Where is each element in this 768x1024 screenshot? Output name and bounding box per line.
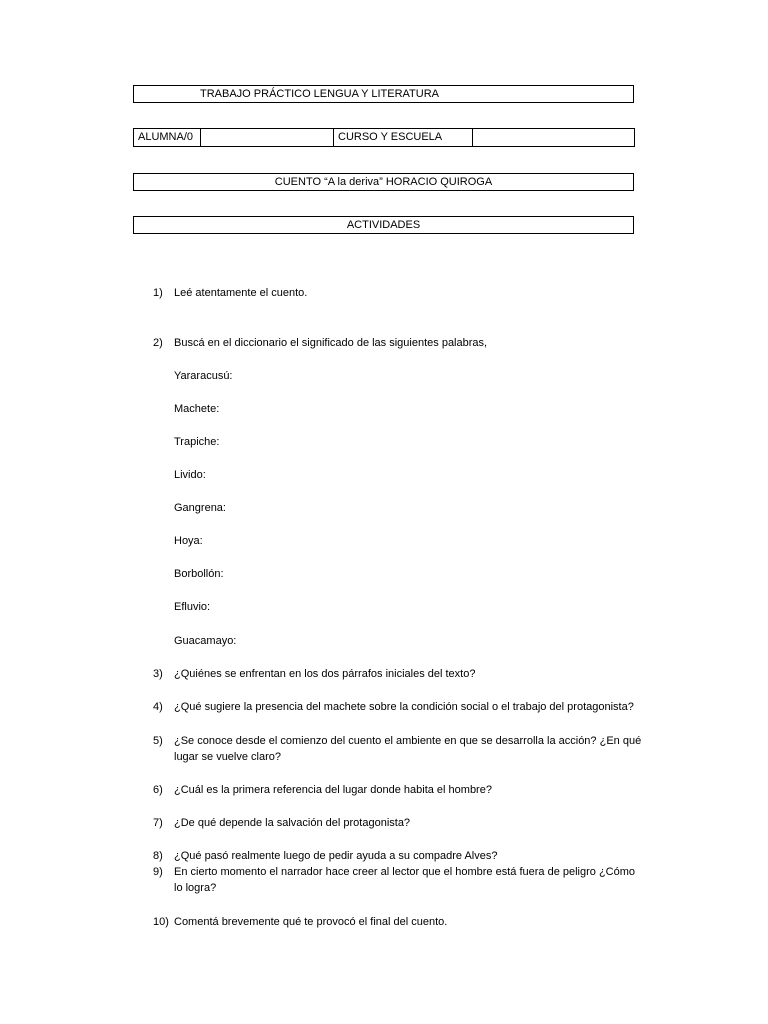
word-item: Trapiche:	[174, 436, 220, 448]
item-number: 5)	[153, 735, 163, 747]
activities-box: ACTIVIDADES	[133, 216, 634, 234]
item-number: 4)	[153, 701, 163, 713]
item-number: 2)	[153, 337, 163, 349]
item-text: ¿Cuál es la primera referencia del lugar donde habita el hombre?	[174, 784, 492, 796]
word-item: Machete:	[174, 403, 220, 415]
item-number: 1)	[153, 287, 163, 299]
document-title: TRABAJO PRÁCTICO LENGUA Y LITERATURA	[200, 88, 439, 100]
course-value	[473, 129, 634, 146]
word-item: Gangrena:	[174, 502, 226, 514]
word-item: Borbollón:	[174, 568, 224, 580]
title-box	[133, 85, 634, 103]
item-number: 9)	[153, 866, 163, 878]
word-item: Yararacusú:	[174, 370, 233, 382]
item-text: En cierto momento el narrador hace creer al lector que el hombre está fuera de peligro ¿Cómo lo logra?	[174, 866, 636, 894]
item-text: ¿Qué pasó realmente luego de pedir ayuda a su compadre Alves?	[174, 850, 498, 862]
course-label: CURSO Y ESCUELA	[334, 129, 473, 146]
item-text: Comentá brevemente qué te provocó el final del cuento.	[174, 916, 448, 928]
item-text: ¿Se conoce desde el comienzo del cuento el ambiente en que se desarrolla la acción? ¿En qué lugar se vuelve claro?	[174, 735, 642, 763]
story-box: CUENTO “A la deriva” HORACIO QUIROGA	[133, 173, 634, 191]
item-number: 8)	[153, 850, 163, 862]
item-number: 3)	[153, 668, 163, 680]
student-info-row	[133, 128, 635, 147]
item-number: 10)	[153, 916, 169, 928]
word-item: Guacamayo:	[174, 635, 237, 647]
item-text: ¿De qué depende la salvación del protagonista?	[174, 817, 411, 829]
student-label: ALUMNA/0	[134, 129, 201, 146]
item-text: Buscá en el diccionario el significado de las siguientes palabras,	[174, 337, 488, 349]
word-item: Livido:	[174, 469, 206, 481]
item-number: 6)	[153, 784, 163, 796]
item-text: Leé atentamente el cuento.	[174, 287, 308, 299]
word-item: Efluvio:	[174, 601, 211, 613]
item-number: 7)	[153, 817, 163, 829]
word-item: Hoya:	[174, 535, 203, 547]
student-value	[201, 129, 334, 146]
item-text: ¿Quiénes se enfrentan en los dos párrafos iniciales del texto?	[174, 668, 476, 680]
item-text: ¿Qué sugiere la presencia del machete sobre la condición social o el trabajo del protagonista?	[174, 701, 634, 713]
